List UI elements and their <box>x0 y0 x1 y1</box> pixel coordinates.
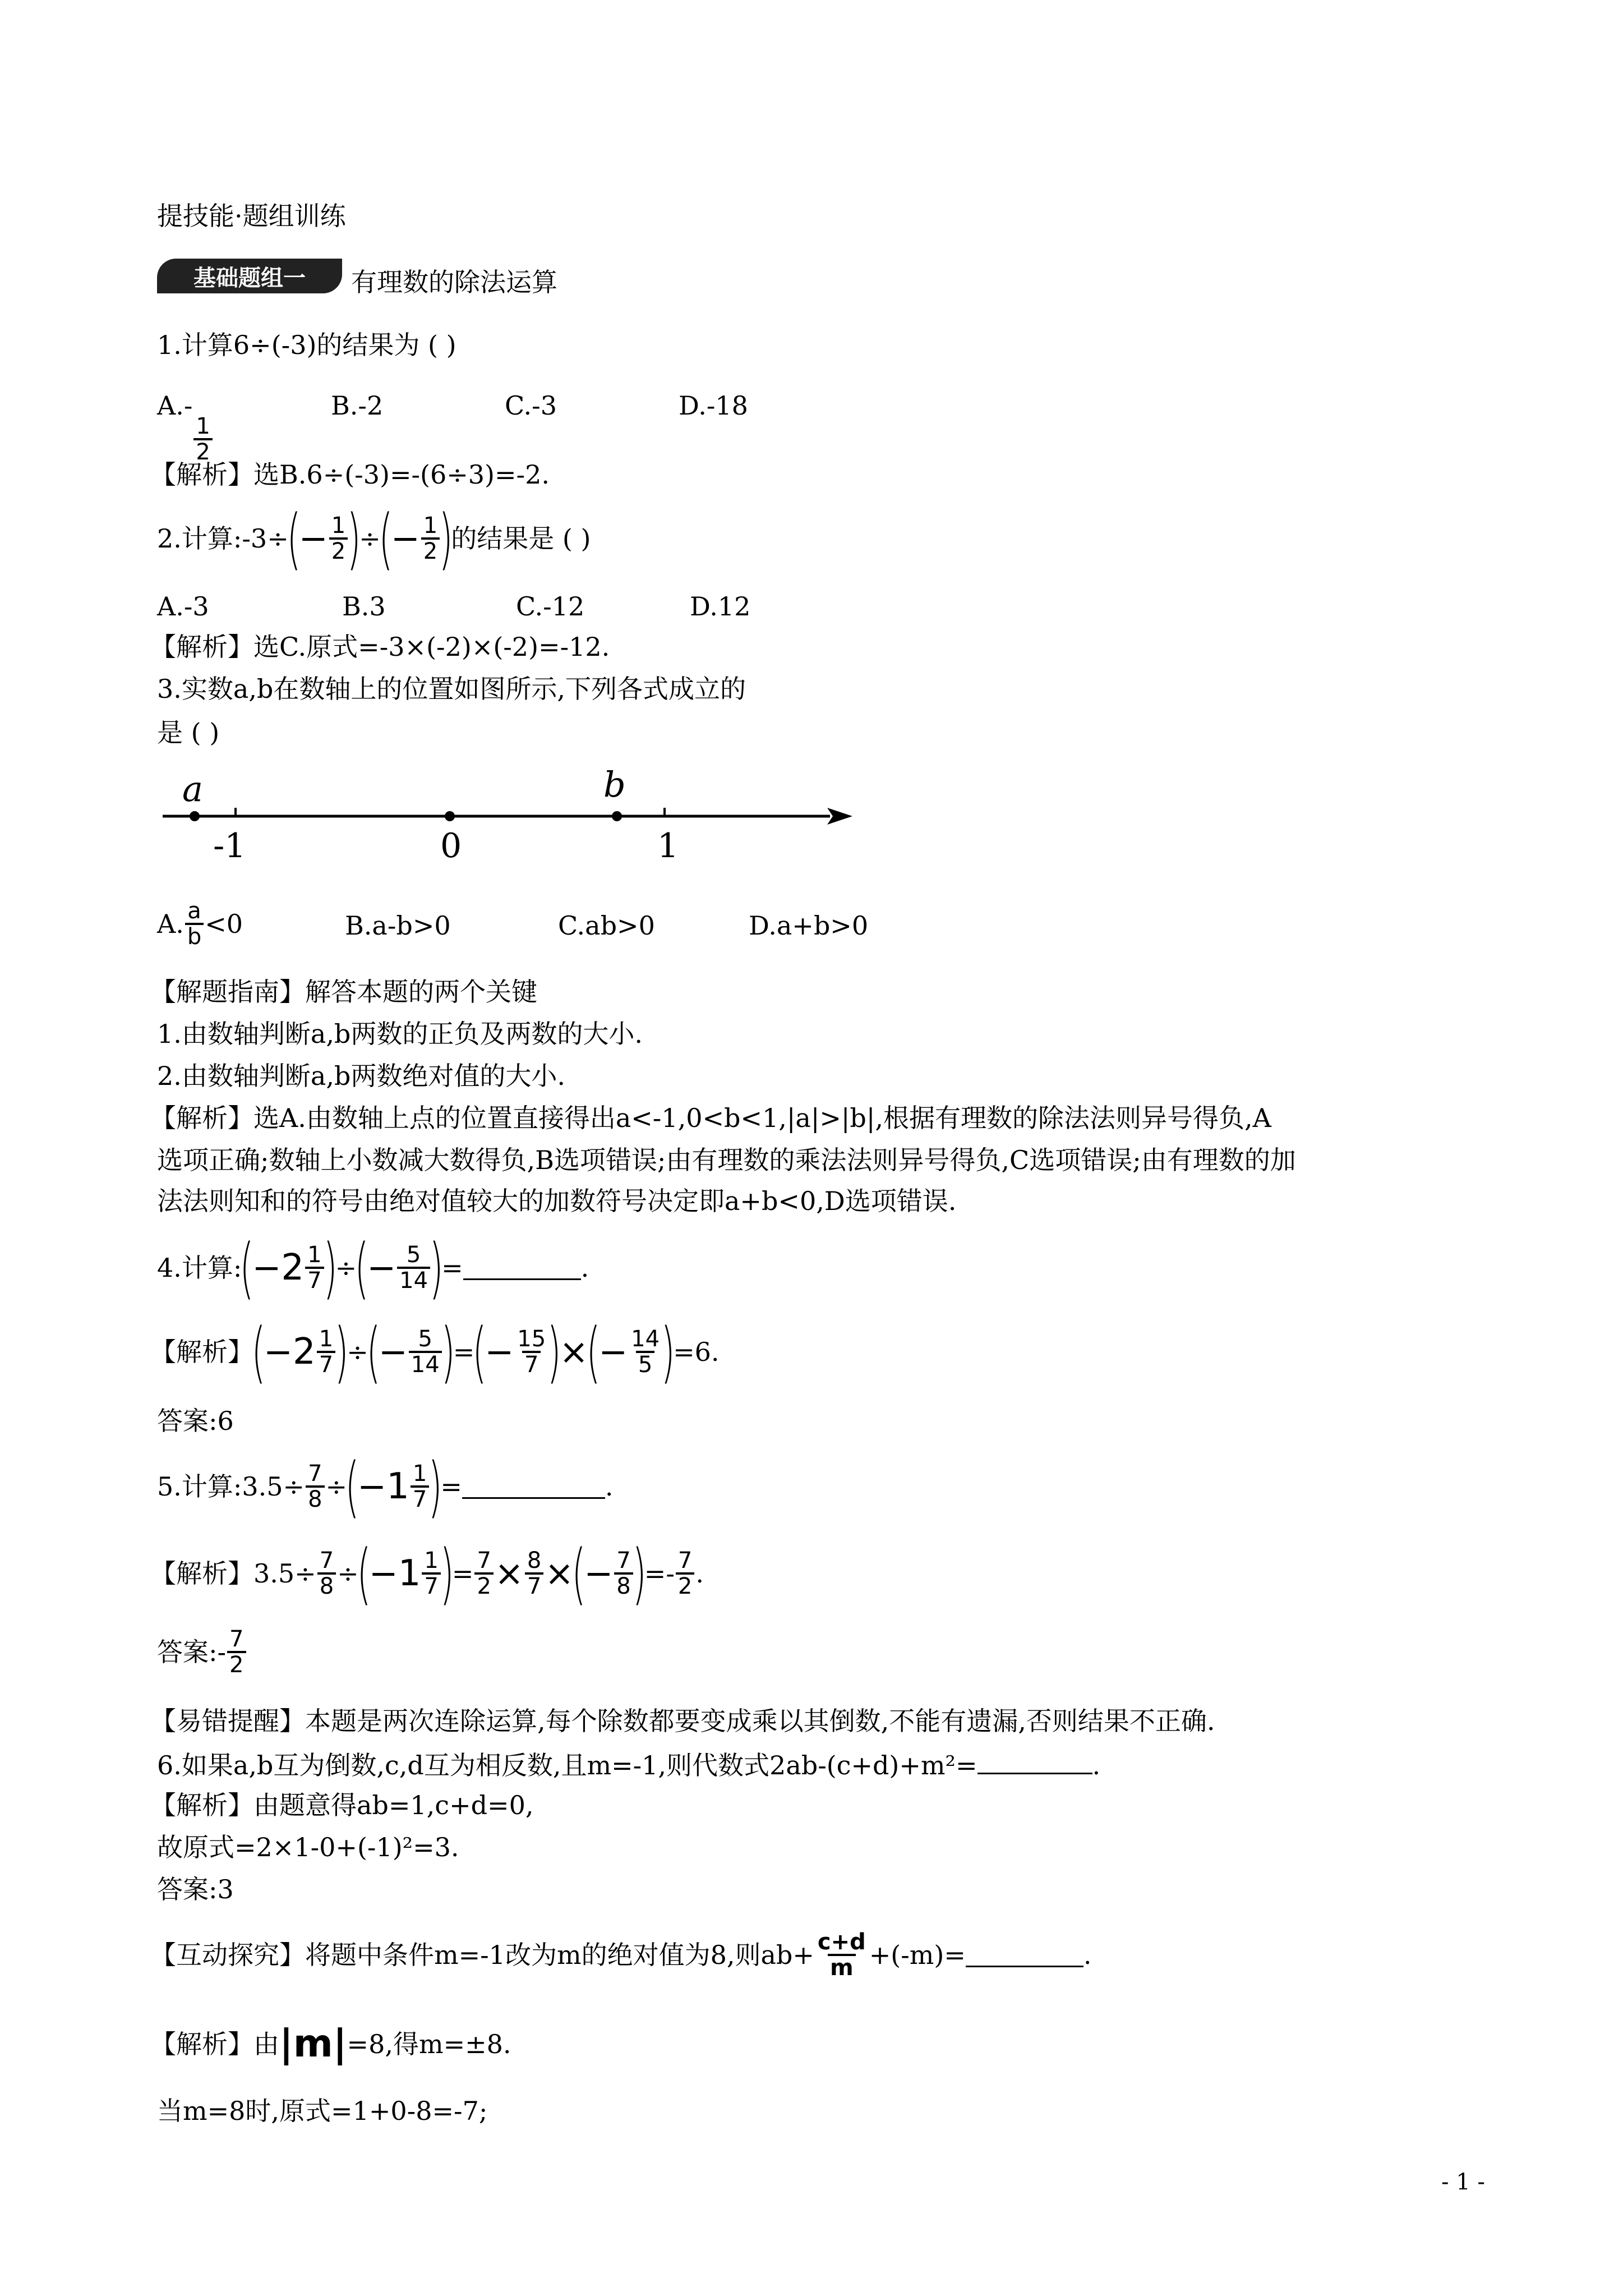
answer-blank <box>978 1750 1092 1774</box>
q2-option-b: B.3 <box>342 591 386 622</box>
answer-blank <box>462 1475 605 1499</box>
q6-answer: 答案:3 <box>157 1874 234 1904</box>
q1-option-d: D.-18 <box>679 390 748 421</box>
q5-warning: 【易错提醒】本题是两次连除运算,每个除数都要变成乘以其倒数,不能有遗漏,否则结果不正确. <box>150 1706 1215 1736</box>
q3-guide-2: 2.由数轴判断a,b两数绝对值的大小. <box>157 1061 566 1091</box>
group-badge: 基础题组一 <box>157 259 342 293</box>
q5-stem: 5.计算:3.5÷ $\frac{7}{8}$ ÷ ( − 1 $\frac{1}{7}$ ) = . <box>157 1448 614 1525</box>
q2-options <box>157 593 830 622</box>
q6-stem: 6.如果a,b互为倒数,c,d互为相反数,且m=-1,则代数式2ab-(c+d)+m²= . <box>157 1750 1101 1780</box>
q3-option-a: A. $\frac{a}{b}$ <0 <box>157 898 243 950</box>
q6-explore: 【互动探究】将题中条件m=-1改为m的绝对值为8,则ab+ $\frac{c+d}{m}$ +(-m)= . <box>150 1929 1092 1981</box>
fraction: $\frac{1}{2}$ <box>193 415 212 464</box>
fraction: $\frac{1}{2}$ <box>329 514 348 563</box>
tick-label-0: 0 <box>440 826 462 866</box>
q1-option-c: C.-3 <box>505 390 557 421</box>
q5-answer: 答案:- $\frac{7}{2}$ <box>157 1621 247 1683</box>
q2-analysis: 【解析】选C.原式=-3×(-2)×(-2)=-12. <box>150 632 610 662</box>
q2-option-d: D.12 <box>690 591 751 622</box>
q3-option-b: B.a-b>0 <box>345 910 451 941</box>
axis-arrow <box>827 808 852 825</box>
tick-label-1: 1 <box>657 826 679 866</box>
q1-stem: 1.计算6÷(-3)的结果为 ( ) <box>157 330 457 360</box>
group-title: 有理数的除法运算 <box>351 267 557 297</box>
section-header: 提技能·题组训练 <box>157 201 346 231</box>
q3-analysis-1: 【解析】选A.由数轴上点的位置直接得出a<-1,0<b<1,|a|>|b|,根据有理数的除法法则异号得负,A <box>150 1103 1271 1133</box>
label-b: b <box>603 764 626 805</box>
q4-analysis: 【解析】 ( − 2 $\frac{1}{7}$ ) ÷ ( − $\frac{5}{14}$ ) = ( − $\frac{15}{7}$ ) × ( − $\frac{14}{5}$ ) =6. <box>150 1313 720 1391</box>
q3-analysis-3: 法法则知和的符号由绝对值较大的加数符号决定即a+b<0,D选项错误. <box>157 1186 957 1216</box>
q2-option-a: A.-3 <box>157 591 209 622</box>
q6-analysis-1: 【解析】由题意得ab=1,c+d=0, <box>150 1790 534 1820</box>
q3-guide-1: 1.由数轴判断a,b两数的正负及两数的大小. <box>157 1019 643 1049</box>
q3-analysis-2: 选项正确;数轴上小数减大数得负,B选项错误;由有理数的乘法法则异号得负,C选项错误;由有理数的加 <box>157 1145 1296 1175</box>
point-a <box>190 811 200 821</box>
number-line <box>157 763 864 875</box>
q2-stem: 2.计算:-3÷ ( − $\frac{1}{2}$ ) ÷ ( − $\frac{1}{2}$ ) 的结果是 ( ) <box>157 500 591 577</box>
q5-analysis: 【解析】3.5÷ $\frac{7}{8}$ ÷ ( − 1 $\frac{1}{7}$ ) = $\frac{7}{2}$ × $\frac{8}{7}$ × ( − $\frac{7}{8}$ ) =- $\frac{7}{2}$ . <box>150 1535 704 1612</box>
q6-explore-line-2: 当m=8时,原式=1+0-8=-7; <box>157 2096 488 2126</box>
q2-option-c: C.-12 <box>516 591 585 622</box>
answer-blank <box>966 1943 1083 1967</box>
q3-option-c: C.ab>0 <box>558 910 655 941</box>
q3-stem-1: 3.实数a,b在数轴上的位置如图所示,下列各式成立的 <box>157 674 746 704</box>
page-number: - 1 - <box>1441 2169 1485 2195</box>
q6-analysis-2: 故原式=2×1-0+(-1)²=3. <box>157 1832 459 1862</box>
q6-explore-analysis: 【解析】由 |m| =8,得m=±8. <box>150 2022 511 2066</box>
label-a: a <box>182 769 203 809</box>
q3-guide-title: 【解题指南】解答本题的两个关键 <box>150 977 537 1007</box>
q1-option-a: A.- $\frac{1}{2}$ <box>157 393 214 464</box>
point-b <box>612 811 622 821</box>
q3-options <box>157 884 886 951</box>
q1-analysis: 【解析】选B.6÷(-3)=-(6÷3)=-2. <box>150 459 550 490</box>
q3-option-d: D.a+b>0 <box>749 910 869 941</box>
q3-stem-2: 是 ( ) <box>157 717 220 748</box>
q4-stem: 4.计算: ( − 2 $\frac{1}{7}$ ) ÷ ( − $\frac{5}{14}$ ) = . <box>157 1229 589 1306</box>
answer-blank <box>463 1256 581 1280</box>
tick-label-minus-1: -1 <box>213 826 246 866</box>
point-0 <box>445 811 455 821</box>
fraction: $\frac{1}{2}$ <box>421 514 440 563</box>
q1-option-b: B.-2 <box>331 390 384 421</box>
q4-answer: 答案:6 <box>157 1406 234 1436</box>
